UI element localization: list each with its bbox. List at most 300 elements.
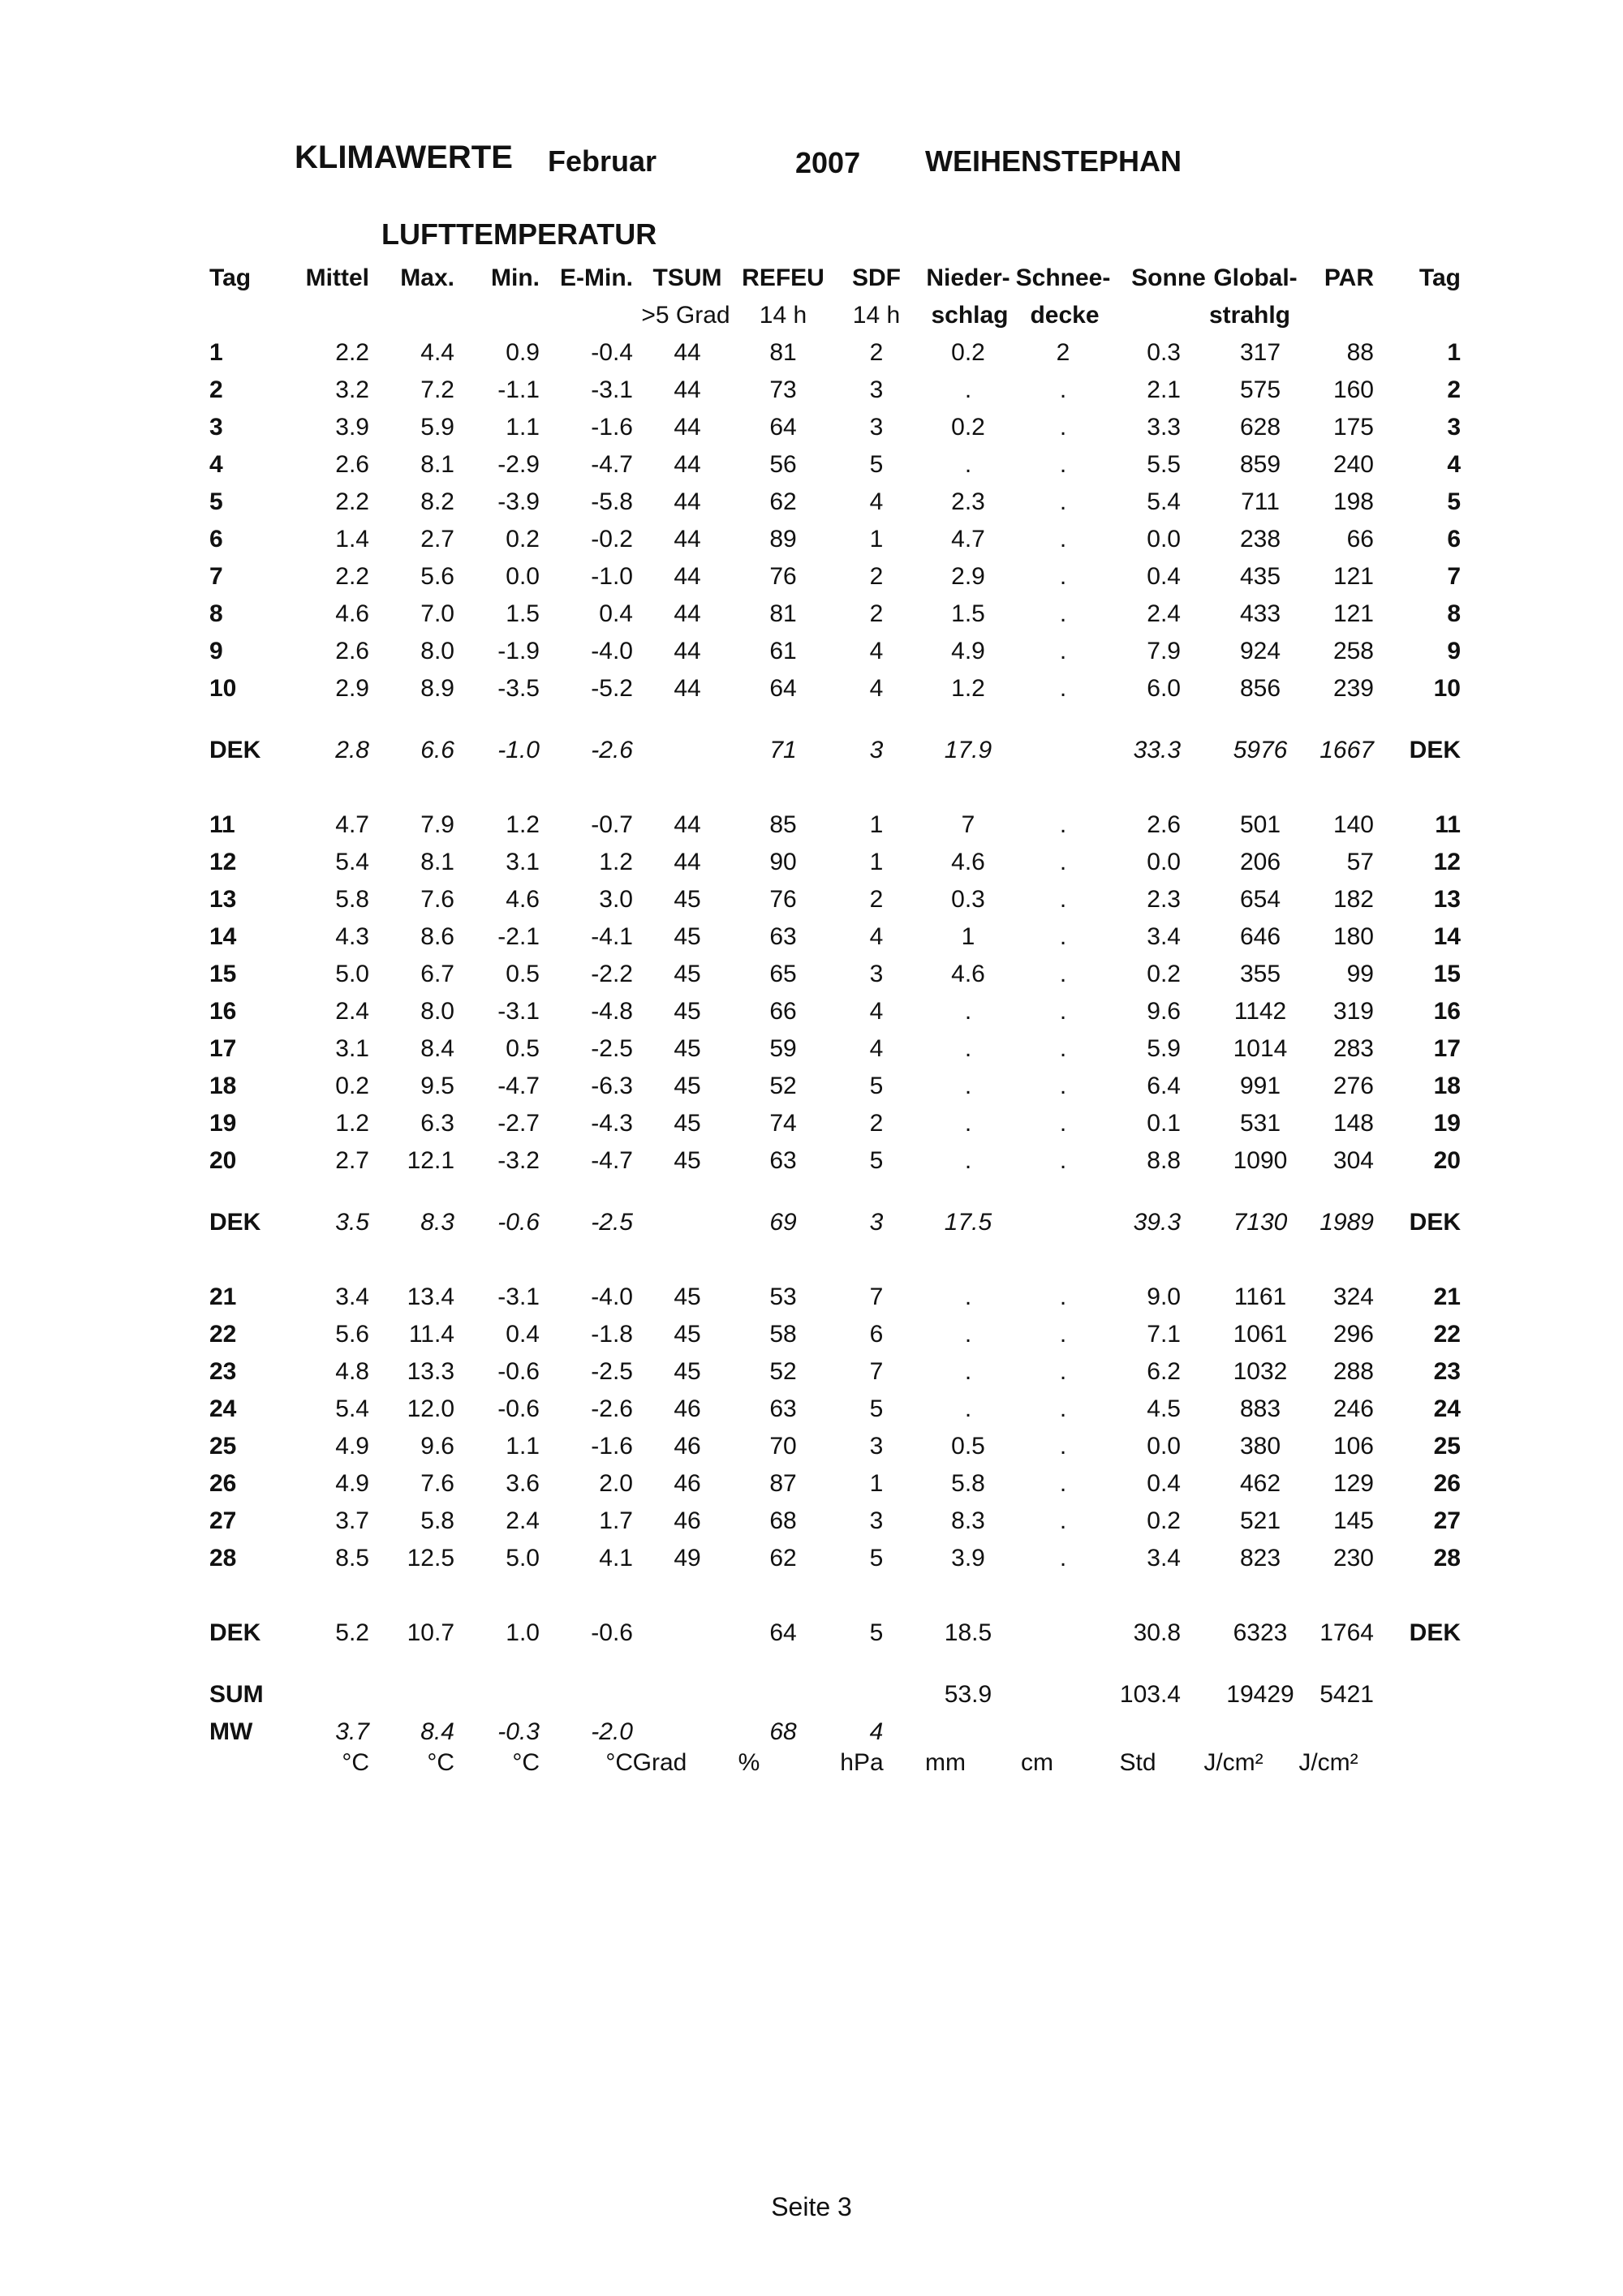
table-cell: 76 (769, 886, 797, 913)
table-cell: 7.6 (420, 886, 454, 913)
table-cell: 3.4 (1147, 923, 1181, 950)
table-cell: 5 (209, 488, 223, 515)
table-cell: 5.4 (1147, 488, 1181, 515)
table-cell: 5.9 (420, 414, 454, 441)
table-cell: 9 (1447, 638, 1461, 664)
table-cell: DEK (1409, 1619, 1461, 1646)
table-cell: -0.3 (497, 1718, 540, 1745)
table-cell: 62 (769, 488, 797, 515)
table-cell: 4 (869, 923, 884, 950)
table-cell: SUM (209, 1681, 264, 1708)
table-cell: 59 (769, 1035, 797, 1062)
table-cell: 0.2 (1147, 961, 1181, 987)
table-row (0, 595, 1623, 633)
table-cell: 6323 (1233, 1619, 1288, 1646)
table-cell: 6.6 (420, 737, 454, 763)
table-cell: 121 (1332, 600, 1374, 627)
table-cell: 3.0 (599, 886, 633, 913)
table-cell: 3 (869, 1507, 884, 1534)
table-cell: 1.4 (335, 526, 369, 553)
column-header: Sonne (1131, 264, 1206, 291)
table-cell: 2.2 (335, 488, 369, 515)
table-cell: 30.8 (1133, 1619, 1181, 1646)
column-subheader: schlag (931, 302, 1009, 329)
table-cell: 27 (1433, 1507, 1461, 1534)
table-row (0, 521, 1623, 558)
column-header: REFEU (742, 264, 824, 291)
table-cell: 175 (1332, 414, 1374, 441)
table-cell: 991 (1239, 1073, 1281, 1099)
table-cell: 3.4 (1147, 1545, 1181, 1572)
column-header: TSUM (652, 264, 722, 291)
table-cell: 7 (1447, 563, 1461, 590)
table-cell: 160 (1332, 376, 1374, 403)
table-cell: 28 (209, 1545, 237, 1572)
table-cell: 19 (209, 1110, 237, 1137)
table-cell: . (964, 1035, 972, 1062)
table-cell: 0.5 (506, 961, 540, 987)
table-cell: 1 (869, 526, 884, 553)
table-cell: 2 (209, 376, 223, 403)
table-cell: 5.8 (420, 1507, 454, 1534)
table-cell: 9.0 (1147, 1283, 1181, 1310)
table-cell: -4.7 (591, 1147, 633, 1174)
table-row (0, 1391, 1623, 1428)
table-cell: DEK (1409, 737, 1461, 763)
table-cell: . (1059, 1395, 1067, 1422)
table-cell: 5 (1447, 488, 1461, 515)
table-cell: 44 (674, 451, 701, 478)
table-cell: 49 (674, 1545, 701, 1572)
table-cell: 4.4 (420, 339, 454, 366)
table-cell: 17.9 (944, 737, 992, 763)
table-cell: . (1059, 1035, 1067, 1062)
table-cell: 1090 (1233, 1147, 1288, 1174)
table-cell: 63 (769, 923, 797, 950)
table-cell: -3.2 (497, 1147, 540, 1174)
table-cell: 2.1 (1147, 376, 1181, 403)
table-cell: 8.4 (420, 1718, 454, 1745)
table-row (0, 334, 1623, 372)
table-cell: 69 (769, 1209, 797, 1236)
table-cell: . (1059, 961, 1067, 987)
table-cell: 2.8 (335, 737, 369, 763)
table-cell: 6.4 (1147, 1073, 1181, 1099)
table-cell: 5 (869, 1619, 884, 1646)
table-cell: 7 (869, 1283, 884, 1310)
table-cell: 13 (209, 886, 237, 913)
table-cell: . (1059, 563, 1067, 590)
table-cell: -1.1 (497, 376, 540, 403)
table-cell: 1142 (1233, 998, 1287, 1025)
table-cell: 66 (769, 998, 797, 1025)
table-cell: 8.3 (951, 1507, 985, 1534)
table-cell: 44 (674, 414, 701, 441)
table-cell: 2 (869, 563, 884, 590)
table-cell: 61 (769, 638, 797, 664)
table-cell: 0.9 (506, 339, 540, 366)
table-row (0, 1540, 1623, 1577)
table-cell: 46 (674, 1395, 701, 1422)
table-cell: . (1059, 849, 1067, 875)
table-cell: . (964, 1395, 972, 1422)
table-cell: 0.0 (1147, 1433, 1181, 1460)
column-header: E-Min. (560, 264, 633, 291)
table-row (0, 881, 1623, 918)
column-subheader: 14 h (759, 302, 807, 329)
table-cell: 501 (1239, 811, 1281, 838)
table-cell: 276 (1332, 1073, 1374, 1099)
table-cell: 25 (1433, 1433, 1461, 1460)
table-cell: 324 (1332, 1283, 1374, 1310)
table-cell: 12 (209, 849, 237, 875)
table-cell: 380 (1239, 1433, 1281, 1460)
table-cell: 0.5 (951, 1433, 985, 1460)
table-cell: 87 (769, 1470, 797, 1497)
table-cell: 7.9 (420, 811, 454, 838)
table-cell: -0.2 (591, 526, 633, 553)
table-cell: 8 (1447, 600, 1461, 627)
table-cell: 6.0 (1147, 675, 1181, 702)
table-cell: 71 (769, 737, 797, 763)
table-cell: . (964, 1110, 972, 1137)
table-cell: 1.2 (951, 675, 985, 702)
table-cell: 7.1 (1147, 1321, 1181, 1348)
table-row (0, 409, 1623, 446)
table-cell: 711 (1241, 488, 1280, 515)
table-cell: 531 (1239, 1110, 1281, 1137)
table-cell: 64 (769, 414, 797, 441)
table-cell: 1.2 (506, 811, 540, 838)
table-cell: 2.7 (335, 1147, 369, 1174)
table-cell: 25 (209, 1433, 237, 1460)
table-cell: -1.6 (591, 414, 633, 441)
table-cell: 883 (1239, 1395, 1281, 1422)
table-cell: -1.6 (591, 1433, 633, 1460)
table-cell: 2 (869, 339, 884, 366)
table-cell: 39.3 (1133, 1209, 1181, 1236)
table-cell: 45 (674, 1073, 701, 1099)
table-cell: 45 (674, 1321, 701, 1348)
unit-label: hPa (840, 1749, 884, 1776)
table-cell: . (1059, 526, 1067, 553)
table-cell: -1.0 (591, 563, 633, 590)
table-cell: 2.3 (951, 488, 985, 515)
table-row (0, 558, 1623, 595)
table-cell: 52 (769, 1073, 797, 1099)
table-row (0, 372, 1623, 409)
table-cell: DEK (209, 1619, 261, 1646)
table-cell: 57 (1346, 849, 1374, 875)
table-cell: 4.5 (1147, 1395, 1181, 1422)
table-cell: . (1059, 886, 1067, 913)
table-cell: 7.6 (420, 1470, 454, 1497)
table-cell: . (1059, 1433, 1067, 1460)
table-cell: 22 (209, 1321, 237, 1348)
table-cell: 0.0 (506, 563, 540, 590)
table-cell: 4.6 (951, 961, 985, 987)
table-cell: -0.4 (591, 339, 633, 366)
table-cell: 4.9 (335, 1470, 369, 1497)
column-header: PAR (1324, 264, 1374, 291)
table-cell: 654 (1239, 886, 1281, 913)
table-row (0, 1142, 1623, 1180)
table-cell: 8.2 (420, 488, 454, 515)
table-cell: 148 (1332, 1110, 1374, 1137)
table-cell: 3 (869, 961, 884, 987)
table-cell: -2.5 (591, 1358, 633, 1385)
section-title: LUFTTEMPERATUR (381, 217, 657, 251)
table-cell: 88 (1346, 339, 1374, 366)
table-cell: 0.4 (1147, 563, 1181, 590)
table-cell: 823 (1239, 1545, 1281, 1572)
table-cell: 4 (869, 1718, 884, 1745)
table-cell: 11 (209, 811, 235, 838)
table-cell: . (964, 1358, 972, 1385)
table-cell: 8.3 (420, 1209, 454, 1236)
table-cell: 3.9 (951, 1545, 985, 1572)
table-cell: 28 (1433, 1545, 1461, 1572)
table-row (0, 993, 1623, 1030)
table-cell: 6.7 (420, 961, 454, 987)
table-cell: 45 (674, 961, 701, 987)
table-cell: 9 (209, 638, 223, 664)
table-cell: -0.6 (591, 1619, 633, 1646)
table-cell: . (1059, 1545, 1067, 1572)
table-cell: -3.1 (497, 998, 540, 1025)
table-cell: 21 (1433, 1283, 1461, 1310)
table-cell: 2.4 (506, 1507, 540, 1534)
unit-label: J/cm² (1298, 1749, 1358, 1776)
table-cell: -2.1 (497, 923, 540, 950)
table-cell: 2.7 (420, 526, 454, 553)
table-cell: 5.2 (335, 1619, 369, 1646)
table-cell: 46 (674, 1470, 701, 1497)
table-cell: 5.4 (335, 1395, 369, 1422)
table-cell: 53 (769, 1283, 797, 1310)
table-cell: 355 (1239, 961, 1281, 987)
table-cell: 859 (1239, 451, 1281, 478)
table-cell: 44 (674, 675, 701, 702)
table-cell: 62 (769, 1545, 797, 1572)
column-header: Schnee- (1015, 264, 1111, 291)
table-cell: 4.9 (951, 638, 985, 664)
table-cell: 20 (209, 1147, 237, 1174)
table-cell: 433 (1239, 600, 1281, 627)
table-cell: 26 (1433, 1470, 1461, 1497)
table-cell: 63 (769, 1147, 797, 1174)
table-cell: 240 (1332, 451, 1374, 478)
table-row (0, 1353, 1623, 1391)
decade-summary-row (0, 1615, 1623, 1652)
table-cell: 24 (1433, 1395, 1461, 1422)
table-cell: 5.0 (335, 961, 369, 987)
table-cell: 3.1 (335, 1035, 369, 1062)
table-cell: 90 (769, 849, 797, 875)
table-cell: 0.4 (599, 600, 633, 627)
table-cell: 46 (674, 1433, 701, 1460)
table-cell: 8.8 (1147, 1147, 1181, 1174)
unit-label: cm (1021, 1749, 1053, 1776)
table-cell: 7.2 (420, 376, 454, 403)
table-cell: 11 (1435, 811, 1461, 838)
table-cell: 3 (869, 376, 884, 403)
table-cell: 0.5 (506, 1035, 540, 1062)
table-cell: -0.6 (497, 1358, 540, 1385)
table-cell: 7 (209, 563, 223, 590)
table-cell: 5 (869, 1147, 884, 1174)
table-cell: 3 (869, 1209, 884, 1236)
table-cell: 45 (674, 923, 701, 950)
table-cell: 44 (674, 488, 701, 515)
table-cell: 0.1 (1147, 1110, 1181, 1137)
table-cell: 13.3 (407, 1358, 454, 1385)
table-cell: 45 (674, 886, 701, 913)
unit-label: °C (427, 1749, 454, 1776)
column-subheader: decke (1030, 302, 1100, 329)
table-cell: 2.6 (1147, 811, 1181, 838)
table-cell: 4.6 (335, 600, 369, 627)
table-cell: MW (209, 1718, 253, 1745)
table-cell: 14 (209, 923, 237, 950)
table-cell: -6.3 (591, 1073, 633, 1099)
table-cell: 4 (869, 1035, 884, 1062)
table-cell: 44 (674, 811, 701, 838)
unit-label: °C (512, 1749, 540, 1776)
table-cell: 64 (769, 1619, 797, 1646)
table-cell: -5.2 (591, 675, 633, 702)
table-cell: 7.0 (420, 600, 454, 627)
column-header: Nieder- (926, 264, 1010, 291)
table-cell: 13 (1433, 886, 1461, 913)
column-header: SDF (852, 264, 901, 291)
table-cell: . (1059, 923, 1067, 950)
table-cell: 0.2 (335, 1073, 369, 1099)
table-cell: 10 (209, 675, 237, 702)
table-cell: 646 (1239, 923, 1281, 950)
table-cell: . (1059, 675, 1067, 702)
table-cell: 575 (1239, 376, 1281, 403)
column-subheader-row (0, 297, 1623, 334)
unit-label: °C (342, 1749, 369, 1776)
table-cell: 8.4 (420, 1035, 454, 1062)
table-cell: 5 (869, 451, 884, 478)
table-cell: 44 (674, 849, 701, 875)
table-cell: 45 (674, 998, 701, 1025)
table-cell: 44 (674, 563, 701, 590)
table-cell: -4.8 (591, 998, 633, 1025)
table-cell: . (1059, 451, 1067, 478)
table-cell: 56 (769, 451, 797, 478)
table-cell: . (964, 998, 972, 1025)
table-cell: . (1059, 1358, 1067, 1385)
table-row (0, 633, 1623, 670)
table-cell: . (1059, 414, 1067, 441)
table-cell: 17 (1433, 1035, 1461, 1062)
table-cell: 7 (961, 811, 975, 838)
table-row (0, 670, 1623, 707)
table-cell: 1.1 (506, 1433, 540, 1460)
table-cell: 2.2 (335, 339, 369, 366)
table-cell: 1.0 (506, 1619, 540, 1646)
table-cell: 239 (1332, 675, 1374, 702)
table-cell: 81 (769, 600, 797, 627)
table-cell: -4.7 (497, 1073, 540, 1099)
table-cell: 2.0 (599, 1470, 633, 1497)
table-cell: 9.5 (420, 1073, 454, 1099)
table-cell: 8.1 (420, 849, 454, 875)
table-cell: 19429 (1226, 1681, 1294, 1708)
decade-summary-row (0, 732, 1623, 769)
table-cell: 5 (869, 1073, 884, 1099)
table-row (0, 844, 1623, 881)
unit-label: Std (1119, 1749, 1156, 1776)
table-cell: 3 (869, 737, 884, 763)
table-cell: 103.4 (1119, 1681, 1181, 1708)
table-cell: 1 (869, 811, 884, 838)
unit-label: J/cm² (1203, 1749, 1264, 1776)
table-cell: 27 (209, 1507, 237, 1534)
table-cell: 73 (769, 376, 797, 403)
table-cell: . (964, 451, 972, 478)
table-cell: 64 (769, 675, 797, 702)
table-cell: -2.7 (497, 1110, 540, 1137)
table-cell: 44 (674, 339, 701, 366)
table-cell: . (1059, 1507, 1067, 1534)
table-cell: 3.5 (335, 1209, 369, 1236)
table-cell: 4 (869, 638, 884, 664)
table-cell: 5.9 (1147, 1035, 1181, 1062)
table-cell: -3.9 (497, 488, 540, 515)
table-cell: 4.7 (951, 526, 985, 553)
table-cell: 145 (1332, 1507, 1374, 1534)
column-header: Max. (400, 264, 454, 291)
table-cell: 3.1 (506, 849, 540, 875)
table-cell: -4.1 (591, 923, 633, 950)
table-cell: 1061 (1233, 1321, 1288, 1348)
table-cell: 3.2 (335, 376, 369, 403)
table-cell: 0.2 (506, 526, 540, 553)
table-cell: 140 (1332, 811, 1374, 838)
table-cell: 0.0 (1147, 526, 1181, 553)
table-cell: 5.6 (335, 1321, 369, 1348)
unit-label: Grad (632, 1749, 687, 1776)
table-cell: 238 (1239, 526, 1281, 553)
table-cell: 7.9 (1147, 638, 1181, 664)
table-cell: 22 (1433, 1321, 1461, 1348)
table-cell: . (964, 376, 972, 403)
table-cell: 3 (209, 414, 223, 441)
table-cell: . (1059, 1110, 1067, 1137)
table-cell: 6.2 (1147, 1358, 1181, 1385)
table-cell: 6 (209, 526, 223, 553)
table-row (0, 956, 1623, 993)
column-header: Tag (209, 264, 252, 291)
table-cell: 81 (769, 339, 797, 366)
table-cell: 52 (769, 1358, 797, 1385)
table-cell: 4 (869, 488, 884, 515)
doc-month: Februar (548, 144, 657, 178)
table-cell: 2.6 (335, 638, 369, 664)
table-cell: . (1059, 376, 1067, 403)
table-cell: 33.3 (1133, 737, 1181, 763)
table-cell: 8.0 (420, 638, 454, 664)
table-cell: 68 (769, 1718, 797, 1745)
table-cell: 856 (1239, 675, 1281, 702)
table-cell: 2.4 (1147, 600, 1181, 627)
table-cell: 462 (1239, 1470, 1281, 1497)
table-cell: 44 (674, 376, 701, 403)
